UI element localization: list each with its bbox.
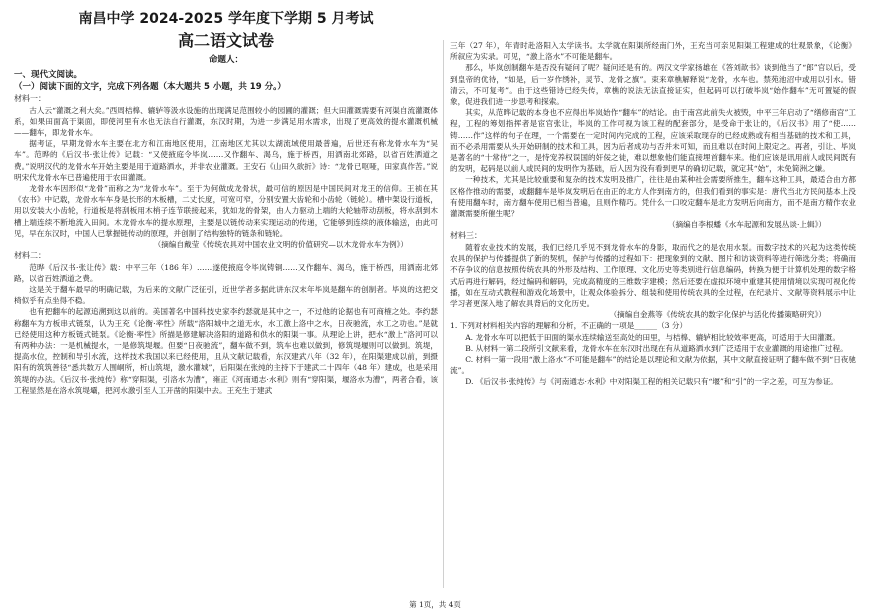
material-paragraph: 这是关于翻车最早的明确记载，为后来的文献广泛征引，近世学者多据此讲东汉末年毕岚是翻车的创制者。毕岚的这把交椅似乎有点坐得不稳。 (14, 285, 438, 306)
material-paragraph: 范晔《后汉书·张让传》载：中平三年（186 年）……遂使掖庭令毕岚铸铜……又作翻车、渴乌，施于桥西，用洒南北郊路，以省百姓洒道之费。 (14, 262, 438, 283)
left-column (14, 11, 438, 600)
material-label: 材料二： (14, 251, 46, 261)
material-paragraph: 一种技术，尤其是比较重要和复杂的技术发明及推广，往往是由某种社会需要所推生，翻车这种工具，最适合由方都区格作推动的需要，或翻翻车是毕岚发明后在由正的北方人作到南方的，但我们看到的事实是：唐代当北方民间基本上没有使用翻车时，南方翻车使用已相当普遍，且则作精巧。凭什么一口咬定翻车是北方发明后向南方，而不是南方精作农业灌溉需要所催生呢？ (450, 175, 856, 219)
question-option: D. 《后汉书·张纯传》与《河南通志·水利》中对阳渠工程的相关记载只有“堰”和“引”的一字之差，可互为参证。 (465, 377, 838, 387)
source-citation: （摘编自金燕等《传统农具的数字化保护与活化传播策略研究》） (609, 310, 826, 320)
material-paragraph: 其实，从范晔记载的本身也不应得出毕岚始作“翻车”的结论。由于南宫此前失火被毁，中平三年启动了“缮修南宫”工程，工程的筹划指挥者是宦官张让，毕岚的工作可视为该工程的配套部分，是受命于张让的，《后汉书》用了“使……铸……作”这样的句子在理，一个需要在一定时间内完成的工程，应该采取现存的已经成熟或有相当基础的技术和工具，而不必杀用需要从头开始研制的技术和工具，因为后者成功与否并未可知，而且难以在时间上限定之。再者，引让、毕岚是著名的“十常侍”之一，是恃宠养权误国的奸佞之徒，难以想象他们能直接埋首翻车来。他们应该是讯用前人或民间既有的发明，起码是以前人或民间的发明作为基础，后人因为没有看到更早的确切记载，就定其“始”，未免简洲之嫌。 (450, 108, 856, 174)
right-column (450, 40, 856, 600)
source-citation: （摘编自戴莹《传统农具对中国农业文明的价值研究—以木龙骨水车为例》） (153, 239, 408, 249)
question-option: B. 从材料一第二段所引文献来看，龙骨水车在东汉时出现在有从道路洒水到广泛适用于农业灌溉的用途推广过程。 (465, 343, 848, 353)
material-paragraph: 随着农业技术的发展，我们已经几乎见不到龙骨水车的身影，取而代之的是农用水泵。而数字技术的兴起为这类传统农具的保护与传播提供了新的契机，保护与传播的过程如下：把现象到的文献、图片和访谈资料等进行筛选分类；将确而不存争议的信息按照传统农具的外形及结构、工作原理、文化历史等类别进行信息编码，转换为便于计算机处理的数字格式后再进行解码，经过编码和解码，完成高精度的三维数字建模；然后还要在虚拟环境中重建其使用情境以实现可视化传播，如在互动式教程和游戏化场景中，让观众体验拆分、组装和使用传统农具的全过程，在纪录片、文献等资料展示中让学习者更深入地了解农具背后的文化历史。 (450, 242, 856, 308)
question-stem: 1. 下列对材料相关内容的理解和分析，不正确的一项是______（3 分） (450, 321, 688, 331)
material-paragraph: 也有把翻车的起源追溯到这以前的。美国著名中国科技史家李约瑟就是其中之一，不过他的论据也有可商榷之处。李约瑟称翻车为方板串式链泵，认为王充《论衡·率性》所载“洛阳城中之道无水，水工激上洛中之水，日夜驰流，水工之功也。”是就已经使用这种方板链式链泵。《论衡·率性》所描是修建解决洛阳的道路和供水的阳渠一事。从理论上讲，把水“激上”洛河可以有两种办法：一是机械提水，一是修筑堤堰。但要“日夜驰流”，翻车做不到，筑车也难以做到，修筑堤堰则可以做到。筑堤，提高水位，控制和导引水流，这样技术我国以来已经使用，且从文献记载看，东汉建武八年（32 年），在阳渠建成以前，到摄阳有的筑筑善径“悉共数万人围峒所，析山筑堤，激水灌城”，后阳渠在张纯的主持下于建武二十四年（48 年）建成，也是采用筑堤的办法。《后汉书·张纯传》称“穿阳渠，引洛水为漕”，雍正《河南通志·水利》则有“穿阳渠，堰洛水为漕”，两者合看，该工程显然是在洛水筑堤壩，把河水激引至人工开凿的阳渠中去。王充生于建武 (14, 307, 438, 395)
exam-title: 南昌中学 2024-2025 学年度下学期 5 月考试 (78, 11, 374, 27)
question-option: C. 材料一第一段用“激上洛水”不可能是翻车”的结论是以理论和文献为依据，其中文献直接证明了翻车做不到“日夜驰流”。 (450, 354, 856, 376)
material-paragraph: 古人云“灌溉之利大矣。”西周桔槔、辘轳等汲水设施的出现满足范围较小的园圃的灌溉；但大田灌溉需要有河渠自流灌溉体系，如果田面高于渠面，即使河里有水也无法自行灌溉，东汉时期，为进一步满足用水需求，出现了更高效的提水灌溉机械——翻车，即龙骨水车。 (14, 105, 438, 137)
question-option: A. 龙骨水车可以把低于田面的渠水连续输送至高处的田里，与桔槔、辘轳相比较效率更高，可适用于大田灌溉。 (465, 332, 840, 342)
source-citation: （摘编自李根蟠《水车起源和发展丛谈·上辑》） (667, 220, 826, 230)
exam-subtitle: 高二语文试卷 (177, 31, 274, 50)
page-footer: 第 1页，共 4页 (409, 600, 461, 609)
section-heading: 一、现代文阅读。 (14, 70, 83, 80)
material-paragraph: 三年（27 年），年青时赴洛阳入太学读书。太学就在阳渠所经南门外，王充当可亲见阳渠工程建成的壮观景象，《论衡》所叙应为实录。可见，“激上洛水”不可能是翻车。 (450, 41, 856, 62)
material-label: 材料三： (450, 231, 482, 241)
subsection-heading: （一）阅读下面的文字，完成下列各题（本大题共 5 小题，共 19 分。） (14, 82, 286, 92)
material-label: 材料一： (14, 94, 46, 103)
column-divider (443, 40, 444, 588)
material-paragraph: 据考证，早期龙骨水车主要在北方和江南地区使用，江南地区尤其以太湖流域使用最普遍，后世还有称龙骨水车为“吴车”。范晔的《后汉书·张让传》记载：“又使掖庭令毕岚……又作翻车、渴乌，施于桥西，用洒南北郊路，以省百姓洒道之费。”说明汉代的龙骨水车开始主要是用于道路洒水，并非农业灌溉。王安石《山田久欲折》诗：“龙骨已呕哑，田家真作苦。”说明宋代龙骨水车已普遍使用于农田灌溉。 (14, 139, 438, 182)
material-paragraph: 那么，毕岚创制翻车是否没有疑问了呢？疑问还是有的。两汉文学家扬雄在《答刘歆书》谈到他当了“郎”官以后，受到皇帝的优待，“如是，后一岁作绣补，灵节、龙骨之旗”。束来章樵解释说“龙骨，水车也。禁苑池沼中或用以引水。错清云，不可复考”。由于这些错诗已经失传，章樵的说法无法直接证实，但起码可以打破毕岚“始作翻车”无可置疑的假象，促进我们进一步思考和探索。 (450, 63, 856, 107)
proposer-label: 命题人： (208, 55, 243, 65)
material-paragraph: 龙骨水车因形似“龙骨”而称之为“龙骨水车”。至于为何做成龙骨状，最可信的原因是中国民间对龙王的信仰。王祯在其《农书》中记载，龙骨水车车身是长形的木板槽，二丈长度，可宽可窄，分别安置大齿轮和小齿轮（链轮）。槽中架设行道板，用以安装大小齿轮，行道板是将刮板用木梢子连节联接起来，犹如龙的骨架，由人力驱动上端的大轮轴带动刮板，将水刮到木槽上端连续不断地流入田间。木龙骨水车的提水原理，主要是以链传动来实现运动的传递，它能够到连续的液体输送，由此可见，早在东汉时，中国人已掌握链传动的原理，并创制了结构独特的链条和链轮。 (14, 183, 438, 238)
